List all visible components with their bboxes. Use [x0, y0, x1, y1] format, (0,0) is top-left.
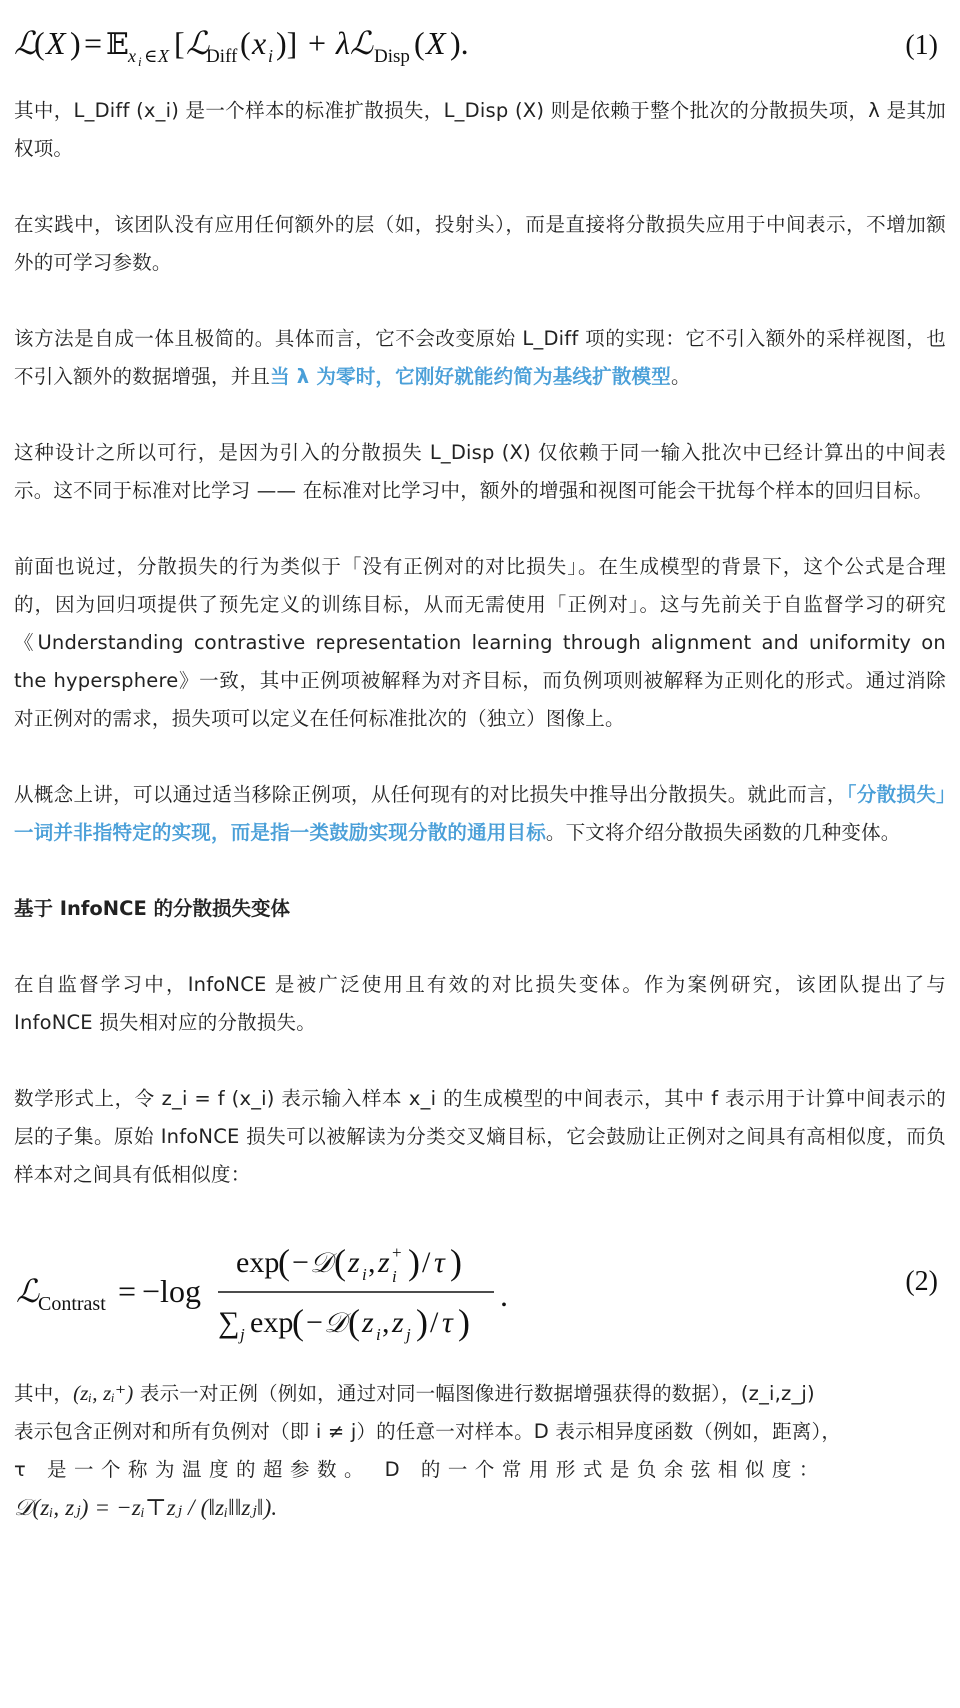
svg-text:X: X	[46, 25, 66, 61]
section-heading: 基于 InfoNCE 的分散损失变体	[14, 897, 291, 920]
svg-text:(: (	[348, 1302, 360, 1342]
svg-text:i: i	[138, 54, 142, 69]
dissimilarity-formula: 𝒟(zᵢ, zⱼ) = −zᵢ⊤zⱼ / (‖zᵢ‖‖zⱼ‖).	[14, 1495, 278, 1520]
svg-text:+: +	[308, 25, 327, 61]
svg-text:ℒ: ℒ	[16, 1273, 40, 1309]
svg-text:ℒ: ℒ	[186, 25, 210, 61]
svg-text:∈: ∈	[144, 46, 158, 66]
svg-text:+: +	[392, 1243, 402, 1262]
paragraph-6-highlight: 「分散损失」一词并非指特定的实现，而是指一类鼓励实现分散的通用目标	[14, 783, 946, 844]
paragraph-2: 在实践中，该团队没有应用任何额外的层（如，投射头），而是直接将分散损失应用于中间表示，不增加额外的可学习参数。	[14, 213, 946, 274]
svg-text:/: /	[422, 1246, 431, 1279]
svg-text:.: .	[500, 1277, 508, 1313]
equation-2	[14, 1194, 946, 1374]
svg-text:exp: exp	[236, 1246, 280, 1279]
svg-text:Disp: Disp	[374, 46, 410, 67]
paragraph-3-highlight: 当 λ 为零时，它刚好就能约简为基线扩散模型	[270, 365, 671, 388]
svg-text:(: (	[240, 25, 251, 61]
svg-text:exp: exp	[250, 1306, 294, 1339]
paragraph-3	[14, 320, 946, 396]
svg-text:): )	[450, 1242, 462, 1282]
svg-text:,: ,	[382, 1306, 390, 1339]
svg-text:): )	[416, 1302, 428, 1342]
paragraph-6-text: 从概念上讲，可以通过适当移除正例项，从任何现有的对比损失中推导出分散损失。就此而言，	[14, 783, 847, 806]
svg-text:(: (	[292, 1302, 304, 1342]
svg-text:)]: )]	[276, 25, 298, 61]
paragraph-8: 数学形式上，令 z_i = f (x_i) 表示输入样本 x_i 的生成模型的中间表示，其中 f 表示用于计算中间表示的层的子集。原始 InfoNCE 损失可以被解读为分类交叉熵目标，它会鼓励让正例对之间具有高相似度，而负样本对之间具有低相似度：	[14, 1087, 946, 1186]
svg-text:(: (	[34, 25, 45, 61]
svg-text:i: i	[376, 1325, 381, 1344]
equation-1-number: (1)	[905, 30, 938, 61]
equation-2-formula	[14, 1214, 574, 1364]
svg-text:z: z	[362, 1306, 374, 1339]
svg-text:(: (	[334, 1242, 346, 1282]
svg-text:Diff: Diff	[206, 46, 238, 67]
positive-pair-math: (zᵢ, zᵢ⁺)	[73, 1381, 134, 1405]
svg-text:𝒟: 𝒟	[310, 1246, 333, 1279]
svg-text:𝒟: 𝒟	[324, 1306, 347, 1339]
paragraph-3-text: 该方法是自成一体且极简的。具体而言，它不会改变原始 L_Diff 项的实现：它不引入额外的采样视图，也不引入额外的数据增强，并且	[14, 327, 946, 388]
svg-text:λℒ: λℒ	[336, 25, 373, 61]
svg-text:Contrast: Contrast	[38, 1293, 106, 1315]
svg-text:τ: τ	[434, 1246, 445, 1279]
svg-text:[: [	[174, 25, 185, 61]
svg-text:i: i	[268, 46, 274, 66]
svg-text:i: i	[362, 1265, 367, 1284]
svg-text:−log: −log	[142, 1273, 201, 1309]
svg-text:τ: τ	[442, 1306, 453, 1339]
svg-text:(: (	[414, 25, 425, 61]
paragraph-9-line-2: 表示包含正例对和所有负例对（即 i ≠ j）的任意一对样本。D 表示相异度函数（例如，距离），	[14, 1420, 842, 1443]
paragraph-7: 在自监督学习中，InfoNCE 是被广泛使用且有效的对比损失变体。作为案例研究，该团队提出了与 InfoNCE 损失相对应的分散损失。	[14, 973, 946, 1034]
paragraph-5: 前面也说过，分散损失的行为类似于「没有正例对的对比损失」。在生成模型的背景下，这个公式是合理的，因为回归项提供了预先定义的训练目标，从而无需使用「正例对」。这与先前关于自监督学习的研究《Understanding contrastive representation learning through alignment and uniformity on the hypersphere》一致，其中正例项被解释为对齐目标，而负例项则被解释为正则化的形式。通过消除对正例对的需求，损失项可以定义在任何标准批次的（独立）图像上。	[14, 555, 946, 730]
paragraph-9-lead: 其中，	[14, 1382, 74, 1405]
svg-text:i: i	[392, 1267, 397, 1286]
svg-text:/: /	[430, 1306, 439, 1339]
svg-text:): )	[70, 25, 81, 61]
paragraph-1: 其中，L_Diff (x_i) 是一个样本的标准扩散损失，L_Disp (X) 则是依赖于整个批次的分散损失项，λ 是其加权项。	[14, 99, 946, 160]
svg-text:(: (	[278, 1242, 290, 1282]
svg-text:).: ).	[450, 25, 469, 61]
svg-text:=: =	[118, 1273, 137, 1309]
paragraph-9-line-1	[14, 1374, 946, 1413]
svg-text:𝔼: 𝔼	[106, 27, 129, 62]
svg-text:z: z	[348, 1246, 360, 1279]
svg-text:,: ,	[368, 1246, 376, 1279]
svg-text:ℒ: ℒ	[14, 25, 38, 61]
svg-text:−: −	[306, 1306, 323, 1339]
svg-text:x: x	[252, 25, 267, 61]
svg-text:=: =	[84, 25, 103, 61]
svg-text:z: z	[392, 1306, 404, 1339]
equation-2-number: (2)	[905, 1266, 938, 1297]
svg-text:∑: ∑	[218, 1306, 240, 1339]
svg-text:): )	[458, 1302, 470, 1342]
svg-text:x: x	[128, 46, 136, 66]
svg-text:): )	[408, 1242, 420, 1282]
paragraph-9-line-3: τ 是一个称为温度的超参数。 D 的一个常用形式是负余弦相似度：	[14, 1458, 826, 1481]
svg-text:z: z	[378, 1246, 390, 1279]
paragraph-3-end: 。	[670, 365, 691, 388]
paragraph-6	[14, 776, 946, 852]
paragraph-4: 这种设计之所以可行，是因为引入的分散损失 L_Disp (X) 仅依赖于同一输入批次中已经计算出的中间表示。这不同于标准对比学习 —— 在标准对比学习中，额外的增强和视图可能会干扰每个样本的回归目标。	[14, 441, 946, 502]
svg-text:X: X	[158, 46, 169, 66]
svg-text:j: j	[406, 1325, 411, 1344]
equation-1-formula	[14, 14, 574, 74]
article	[14, 0, 946, 1527]
svg-text:X: X	[426, 25, 446, 61]
paragraph-6-end: 。下文将介绍分散损失函数的几种变体。	[545, 821, 901, 844]
equation-1	[14, 0, 946, 92]
svg-text:−: −	[292, 1246, 309, 1279]
svg-text:j: j	[240, 1325, 245, 1344]
paragraph-9-line-1-rest: 表示一对正例（例如，通过对同一幅图像进行数据增强获得的数据），(z_i,z_j)	[133, 1382, 815, 1405]
